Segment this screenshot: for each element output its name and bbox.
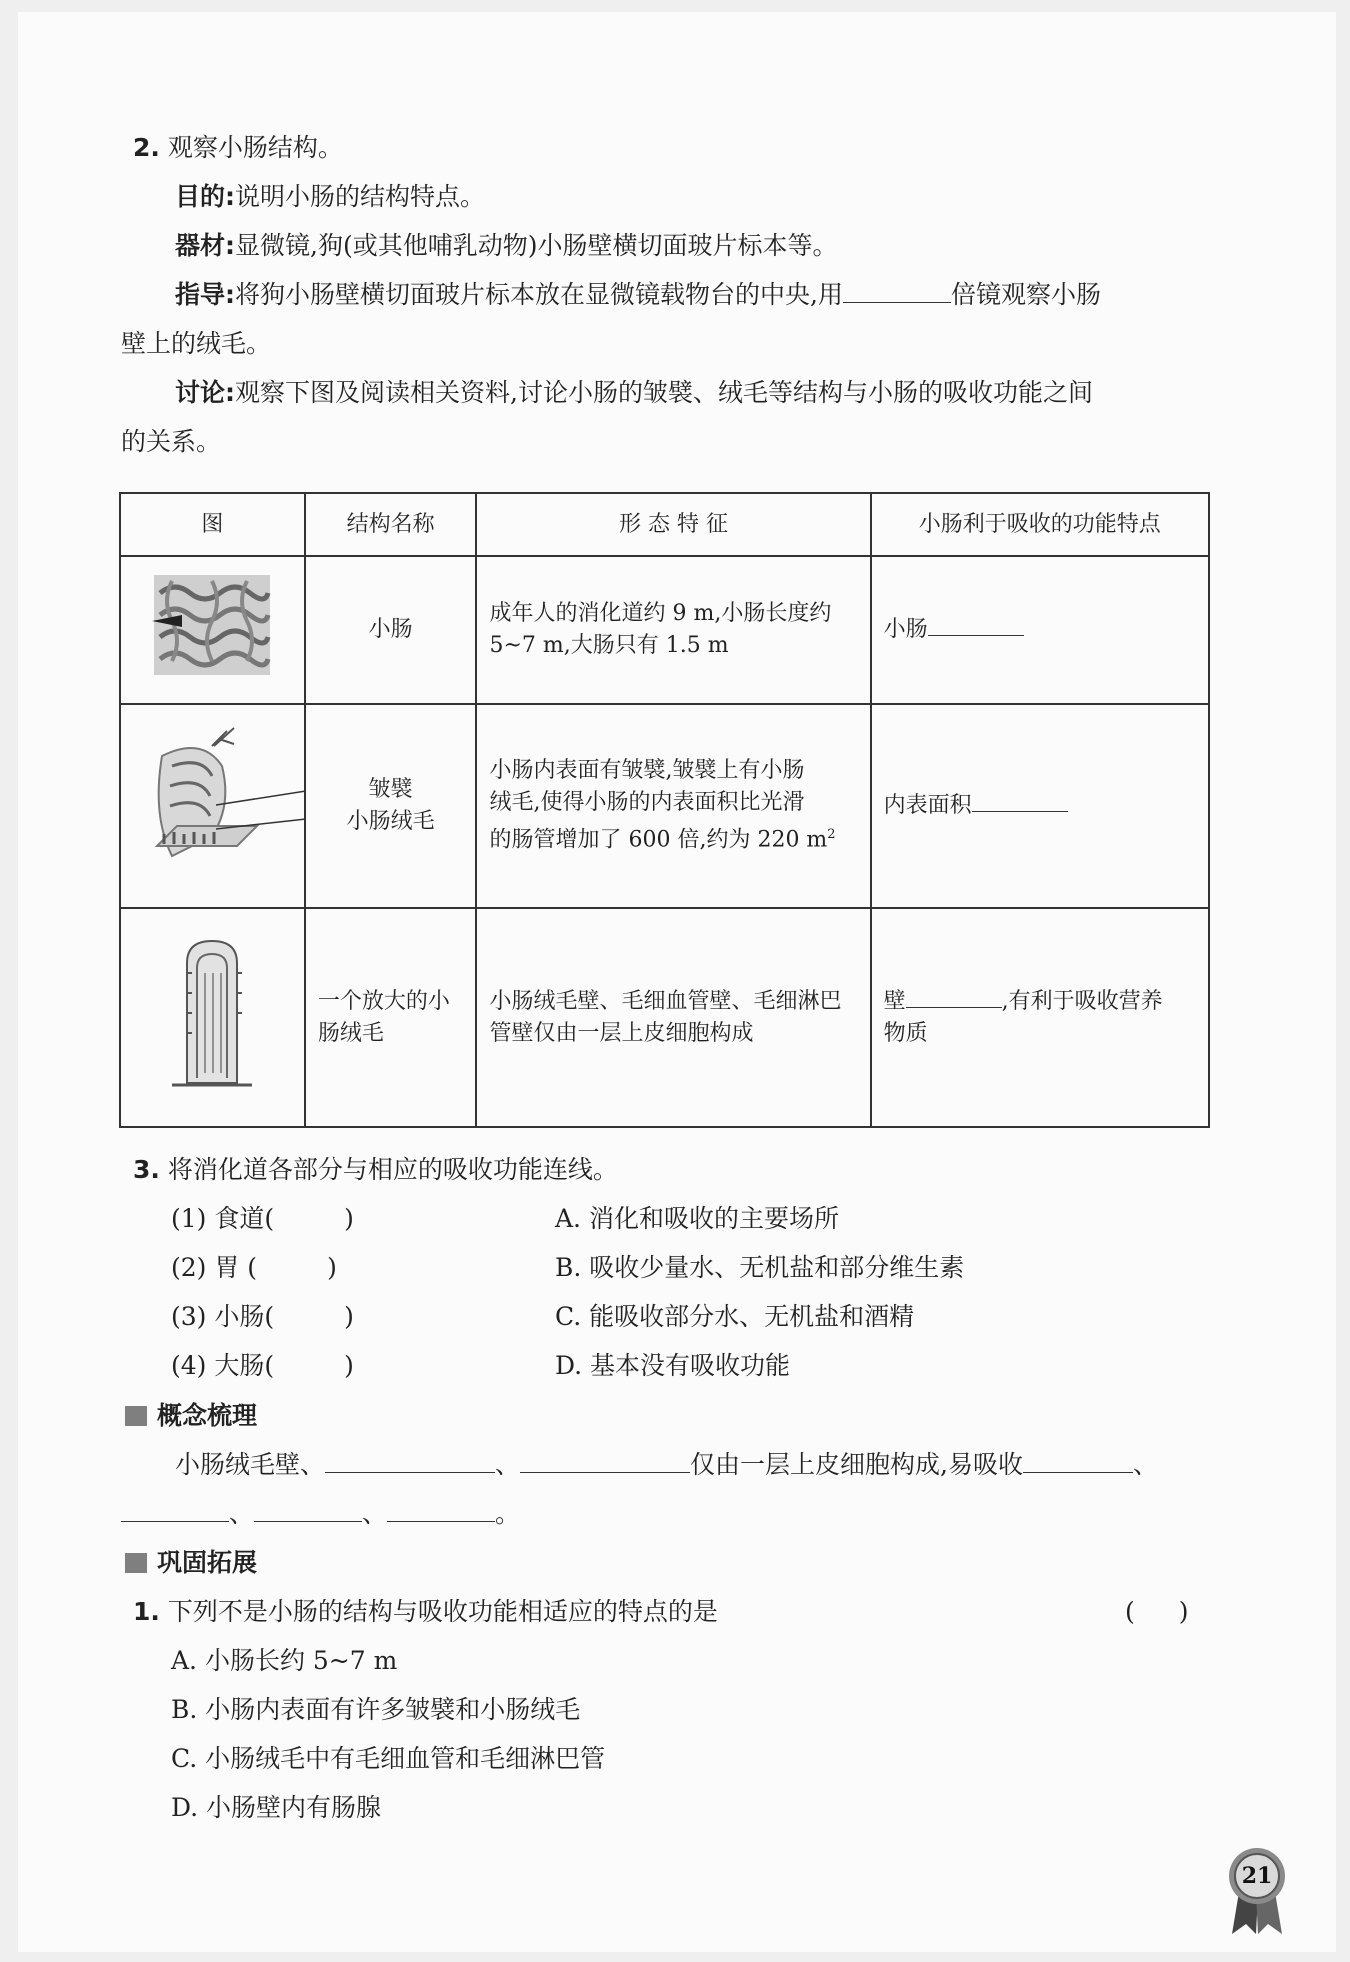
ribbon-icon bbox=[1226, 1846, 1288, 1936]
option-a[interactable]: A. 小肠长约 5~7 m bbox=[171, 1646, 398, 1675]
function-cell bbox=[871, 704, 1209, 908]
purpose-line bbox=[175, 180, 485, 214]
match-right-item: A. 消化和吸收的主要场所 bbox=[555, 1204, 839, 1233]
function-line: 壁 ,有利于吸收营养 bbox=[883, 988, 1163, 1014]
question-title: 观察小肠结构。 bbox=[167, 133, 343, 162]
answer-blank[interactable] bbox=[387, 1499, 495, 1522]
structure-table bbox=[119, 492, 1210, 1128]
feature-line: 成年人的消化道约 9 m,小肠长度约 bbox=[489, 601, 832, 626]
material-text: 显微镜,狗(或其他哺乳动物)小肠壁横切面玻片标本等。 bbox=[235, 231, 838, 260]
material-line bbox=[175, 229, 837, 263]
discuss-text-a: 观察下图及阅读相关资料,讨论小肠的皱襞、绒毛等结构与小肠的吸收功能之间 bbox=[235, 378, 1093, 407]
small-intestine-image bbox=[152, 573, 272, 677]
function-text: 小肠 bbox=[883, 617, 928, 642]
villi-label: 小肠绒毛 bbox=[346, 809, 435, 834]
feature-line: 管壁仅由一层上皮细胞构成 bbox=[489, 1020, 754, 1046]
section-heading-expand: 巩固拓展 bbox=[125, 1546, 257, 1580]
villus-image bbox=[167, 933, 257, 1093]
page-number-badge bbox=[1226, 1846, 1288, 1936]
concept-line: 、 、 。 bbox=[121, 1497, 520, 1531]
question-number: 2. bbox=[133, 133, 160, 162]
answer-blank[interactable] bbox=[928, 617, 1024, 636]
function-cell bbox=[871, 556, 1209, 704]
table-row bbox=[120, 556, 1209, 704]
match-right-item: C. 能吸收部分水、无机盐和酒精 bbox=[555, 1302, 915, 1331]
answer-blank[interactable] bbox=[906, 989, 1002, 1008]
figure-cell bbox=[120, 556, 305, 704]
function-cell bbox=[871, 908, 1209, 1127]
feature-cell bbox=[476, 908, 870, 1127]
fold-label: 皱襞 bbox=[368, 777, 413, 802]
answer-blank[interactable] bbox=[843, 280, 951, 303]
material-label: 器材: bbox=[175, 231, 235, 260]
expand-question-1 bbox=[133, 1595, 718, 1629]
table-row bbox=[120, 704, 1209, 908]
figure-cell bbox=[120, 908, 305, 1127]
label-pointer-lines bbox=[216, 785, 306, 835]
header-function: 小肠利于吸收的功能特点 bbox=[871, 493, 1209, 556]
question-text: 下列不是小肠的结构与吸收功能相适应的特点的是 bbox=[167, 1597, 718, 1626]
match-right-item: B. 吸收少量水、无机盐和部分维生素 bbox=[555, 1253, 965, 1282]
purpose-label: 目的: bbox=[175, 182, 235, 211]
option-d[interactable]: D. 小肠壁内有肠腺 bbox=[171, 1793, 382, 1822]
feature-cell bbox=[476, 556, 870, 704]
structure-name: 小肠 bbox=[305, 556, 477, 704]
answer-parentheses[interactable]: ( ) bbox=[1125, 1597, 1189, 1626]
superscript: 2 bbox=[827, 827, 836, 843]
discuss-label: 讨论: bbox=[175, 378, 235, 407]
function-line: 物质 bbox=[883, 1020, 928, 1046]
concept-line: 小肠绒毛壁、 、 仅由一层上皮细胞构成,易吸收 、 bbox=[175, 1450, 1158, 1479]
header-feature: 形 态 特 征 bbox=[476, 493, 870, 556]
feature-line: 5~7 m,大肠只有 1.5 m bbox=[489, 633, 729, 658]
page-number: 21 bbox=[1241, 1863, 1273, 1889]
match-left-item: (1) 食道( ) bbox=[171, 1204, 354, 1233]
feature-line: 的肠管增加了 600 倍,约为 220 $m^2$ bbox=[489, 827, 836, 853]
option-c[interactable]: C. 小肠绒毛中有毛细血管和毛细淋巴管 bbox=[171, 1744, 606, 1773]
question-3 bbox=[133, 1153, 618, 1187]
guide-text-c: 壁上的绒毛。 bbox=[121, 329, 272, 358]
option-b[interactable]: B. 小肠内表面有许多皱襞和小肠绒毛 bbox=[171, 1695, 581, 1724]
structure-name bbox=[305, 704, 477, 908]
question-2 bbox=[133, 131, 343, 165]
header-figure: 图 bbox=[120, 493, 305, 556]
question-title: 将消化道各部分与相应的吸收功能连线。 bbox=[167, 1155, 618, 1184]
feature-line: 小肠内表面有皱襞,皱襞上有小肠 bbox=[489, 758, 805, 784]
guide-label: 指导: bbox=[175, 280, 235, 309]
name-line: 一个放大的小 bbox=[317, 988, 450, 1014]
match-left-item: (4) 大肠( ) bbox=[171, 1351, 354, 1380]
answer-blank[interactable] bbox=[254, 1499, 362, 1522]
figure-cell bbox=[120, 704, 305, 908]
question-number: 3. bbox=[133, 1155, 160, 1184]
guide-line bbox=[175, 278, 1101, 312]
answer-blank[interactable] bbox=[972, 793, 1068, 812]
guide-text-b: 倍镜观察小肠 bbox=[950, 280, 1101, 309]
structure-name bbox=[305, 908, 477, 1127]
match-left-item: (2) 胃 ( ) bbox=[171, 1253, 337, 1282]
section-heading-concept: 概念梳理 bbox=[125, 1399, 257, 1433]
answer-blank[interactable] bbox=[520, 1450, 690, 1473]
name-line: 肠绒毛 bbox=[317, 1020, 384, 1046]
discuss-text-b: 的关系。 bbox=[121, 427, 222, 456]
answer-blank[interactable] bbox=[325, 1450, 495, 1473]
feature-line: 绒毛,使得小肠的内表面积比光滑 bbox=[489, 790, 805, 816]
answer-blank[interactable] bbox=[121, 1499, 229, 1522]
match-right-item: D. 基本没有吸收功能 bbox=[555, 1351, 791, 1380]
table-header-row bbox=[120, 493, 1209, 556]
guide-text-a: 将狗小肠壁横切面玻片标本放在显微镜载物台的中央,用 bbox=[235, 280, 843, 309]
table-row bbox=[120, 908, 1209, 1127]
purpose-text: 说明小肠的结构特点。 bbox=[235, 182, 486, 211]
header-structure-name: 结构名称 bbox=[305, 493, 477, 556]
match-left-item: (3) 小肠( ) bbox=[171, 1302, 354, 1331]
square-icon bbox=[125, 1553, 147, 1573]
answer-blank[interactable] bbox=[1023, 1450, 1133, 1473]
question-number: 1. bbox=[133, 1597, 160, 1626]
function-text: 内表面积 bbox=[883, 793, 972, 818]
square-icon bbox=[125, 1406, 147, 1426]
discuss-line bbox=[175, 376, 1093, 410]
feature-line: 小肠绒毛壁、毛细血管壁、毛细淋巴 bbox=[489, 988, 842, 1014]
feature-cell bbox=[476, 704, 870, 908]
